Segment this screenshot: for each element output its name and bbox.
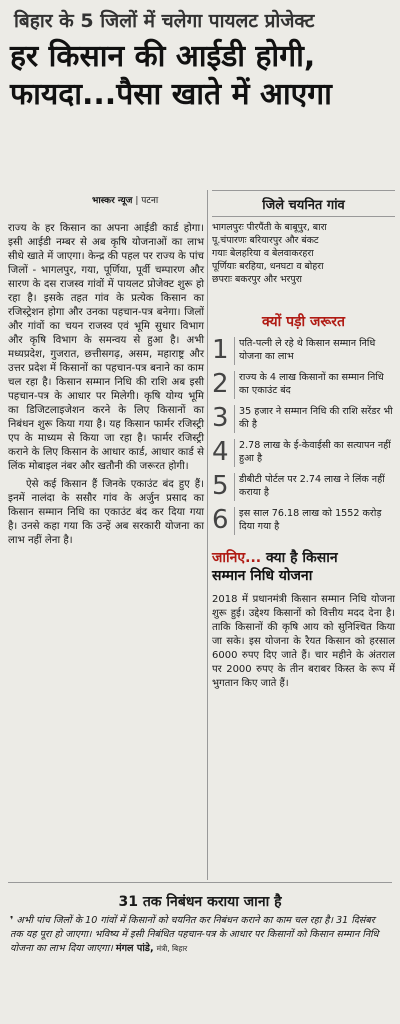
- article-paragraph: ऐसे कई किसान हैं जिनके एकाउंट बंद हुए हैं। इनमें नालंदा के ससौर गांव के अर्जुन प्रसाद का किसान सम्मान निधि का एकाउंट बंद कर दिया गया है। उनसे कहा गया कि उन्हें अब सरकारी योजना का लाभ नहीं लेना है।: [8, 479, 204, 546]
- village-row: भागलपुरः पीरपैंती के बाबूपुर, बारा: [212, 222, 327, 233]
- why-text: राज्य के 4 लाख किसानों का सम्मान निधि का एकाउंट बंद: [234, 371, 395, 399]
- bottom-quote-text: अभी पांच जिलों के 10 गांवों में किसानों को चयनित कर निबंधन कराने का काम चल रहा है। 31 दिसंबर तक यह पूरा हो जाएगा। भविष्य में इसी निबंधित पहचान-पत्र के आधार पर किसानों को किसान सम्मान निधि योजना का लाभ दिया जाएगा।: [10, 915, 379, 954]
- why-number: 5: [212, 471, 229, 501]
- know-title-rest: क्या है किसान: [261, 550, 338, 566]
- byline-source: भास्कर न्यूज: [92, 196, 133, 206]
- why-number: 3: [212, 403, 229, 433]
- article-body: [8, 222, 204, 552]
- horizontal-divider: [8, 882, 392, 883]
- know-title-red: जानिए...: [212, 550, 262, 566]
- why-item: [212, 337, 395, 365]
- byline-place: पटना: [141, 196, 159, 206]
- why-number: 2: [212, 369, 229, 399]
- village-row: पू.चंपारणः बरियारपुर और बंकट: [212, 235, 319, 246]
- headline-line-1: हर किसान की आईडी होगी,: [10, 39, 316, 74]
- column-divider: [207, 190, 208, 880]
- know-title: [212, 549, 395, 585]
- bottom-title: 31 तक निबंधन कराया जाना है: [118, 894, 282, 910]
- quote-mark-icon: ❜: [10, 915, 14, 926]
- why-item: [212, 507, 395, 535]
- village-row: छपराः बकरपुर और भरपुरा: [212, 274, 302, 285]
- byline: भास्कर न्यूज | पटना: [92, 196, 159, 206]
- why-item: [212, 405, 395, 433]
- know-title-line2: सम्मान निधि योजना: [212, 568, 313, 584]
- why-text: इस साल 76.18 लाख को 1552 करोड़ दिया गया है: [234, 507, 395, 535]
- headline-line-2: फायदा...पैसा खाते में आएगा: [10, 77, 332, 112]
- why-number: 1: [212, 335, 229, 365]
- sidebar: [212, 190, 395, 691]
- why-item: [212, 371, 395, 399]
- why-text: पति-पत्नी ले रहे थे किसान सम्मान निधि योजना का लाभ: [234, 337, 395, 365]
- headline: [10, 38, 394, 114]
- village-row: पूर्णियाः बरहिया, धनघटा व बोहरा: [212, 261, 324, 272]
- why-number: 6: [212, 505, 229, 535]
- know-text: 2018 में प्रधानमंत्री किसान सम्मान निधि योजना शुरू हुई। उद्देश्य किसानों को वित्तीय मदद देना है। ताकि किसानों की कृषि आय को सुनिश्चित किया जा सके। इस योजना के रैयत किसान को हरसाल 6000 रुपए दिए जाते हैं। चार महीने के अंतराल पर 2000 रुपए के तीन बराबर किस्त के रूप में भुगतान किए जाते हैं।: [212, 594, 395, 689]
- kicker: बिहार के 5 जिलों में चलेगा पायलट प्रोजेक्ट: [14, 10, 315, 32]
- why-text: 2.78 लाख के ई-केवाईसी का सत्यापन नहीं हुआ है: [234, 439, 395, 467]
- villages-box-title: जिले चयनित गांव: [212, 190, 395, 217]
- article-paragraph: राज्य के हर किसान का अपना आईडी कार्ड होगा। इसी आईडी नम्बर से अब कृषि योजनाओं का लाभ सीधे खाते में जाएगा। केन्द्र की पहल पर राज्य के पांच जिलों - भागलपुर, गया, पूर्णिया, पूर्वी चम्पारण और सारण के दस राजस्व गांवों में पायलट प्रोजेक्ट शुरू हो रहा है। इसके तहत गांव के प्रत्येक किसान का रजिस्ट्रेशन होगा और उनका पहचान-पत्र बनेगा। जिलों और गांवों का चयन राजस्व एवं भूमि सुधार विभाग और कृषि विभाग के समन्वय से हुआ है। अभी मध्यप्रदेश, गुजरात, छत्तीसगढ़, असम, महाराष्ट्र और उत्तर प्रदेश में किसानों का पहचान-पत्र बनाने का काम चल रहा है। किसान सम्मान निधि की राशि अब इसी पहचान-पत्र के आधार पर मिलेगी। कृषि योग्य भूमि का डिजिटलाइजेशन करने के लिए किसानों का निबंधन शुरू किया गया है। यह किसान फार्मर रजिस्ट्री एप के माध्यम से किया जा रहा है। फार्मर रजिस्ट्री कराने के लिए किसान के आधार कार्ड, आधार कार्ड से लिंक मोबाइल नंबर और खतौनी की जरूरत होगी।: [8, 223, 204, 472]
- why-number: 4: [212, 437, 229, 467]
- villages-list: [212, 221, 395, 286]
- why-needed-title: क्यों पड़ी जरूरत: [261, 314, 346, 330]
- why-item: [212, 473, 395, 501]
- why-text: डीबीटी पोर्टल पर 2.74 लाख ने लिंक नहीं कराया है: [234, 473, 395, 501]
- why-item: [212, 439, 395, 467]
- why-text: 35 हजार ने सम्मान निधि की राशि सरेंडर भी की है: [234, 405, 395, 433]
- why-needed-list: [212, 337, 395, 535]
- village-row: गयाः बेलहरिया व बेलवाकरहरा: [212, 248, 314, 259]
- bottom-quote: [10, 914, 390, 956]
- signature-role: मंत्री, बिहार: [156, 944, 188, 953]
- signature: मंगल पांडे,: [115, 943, 154, 954]
